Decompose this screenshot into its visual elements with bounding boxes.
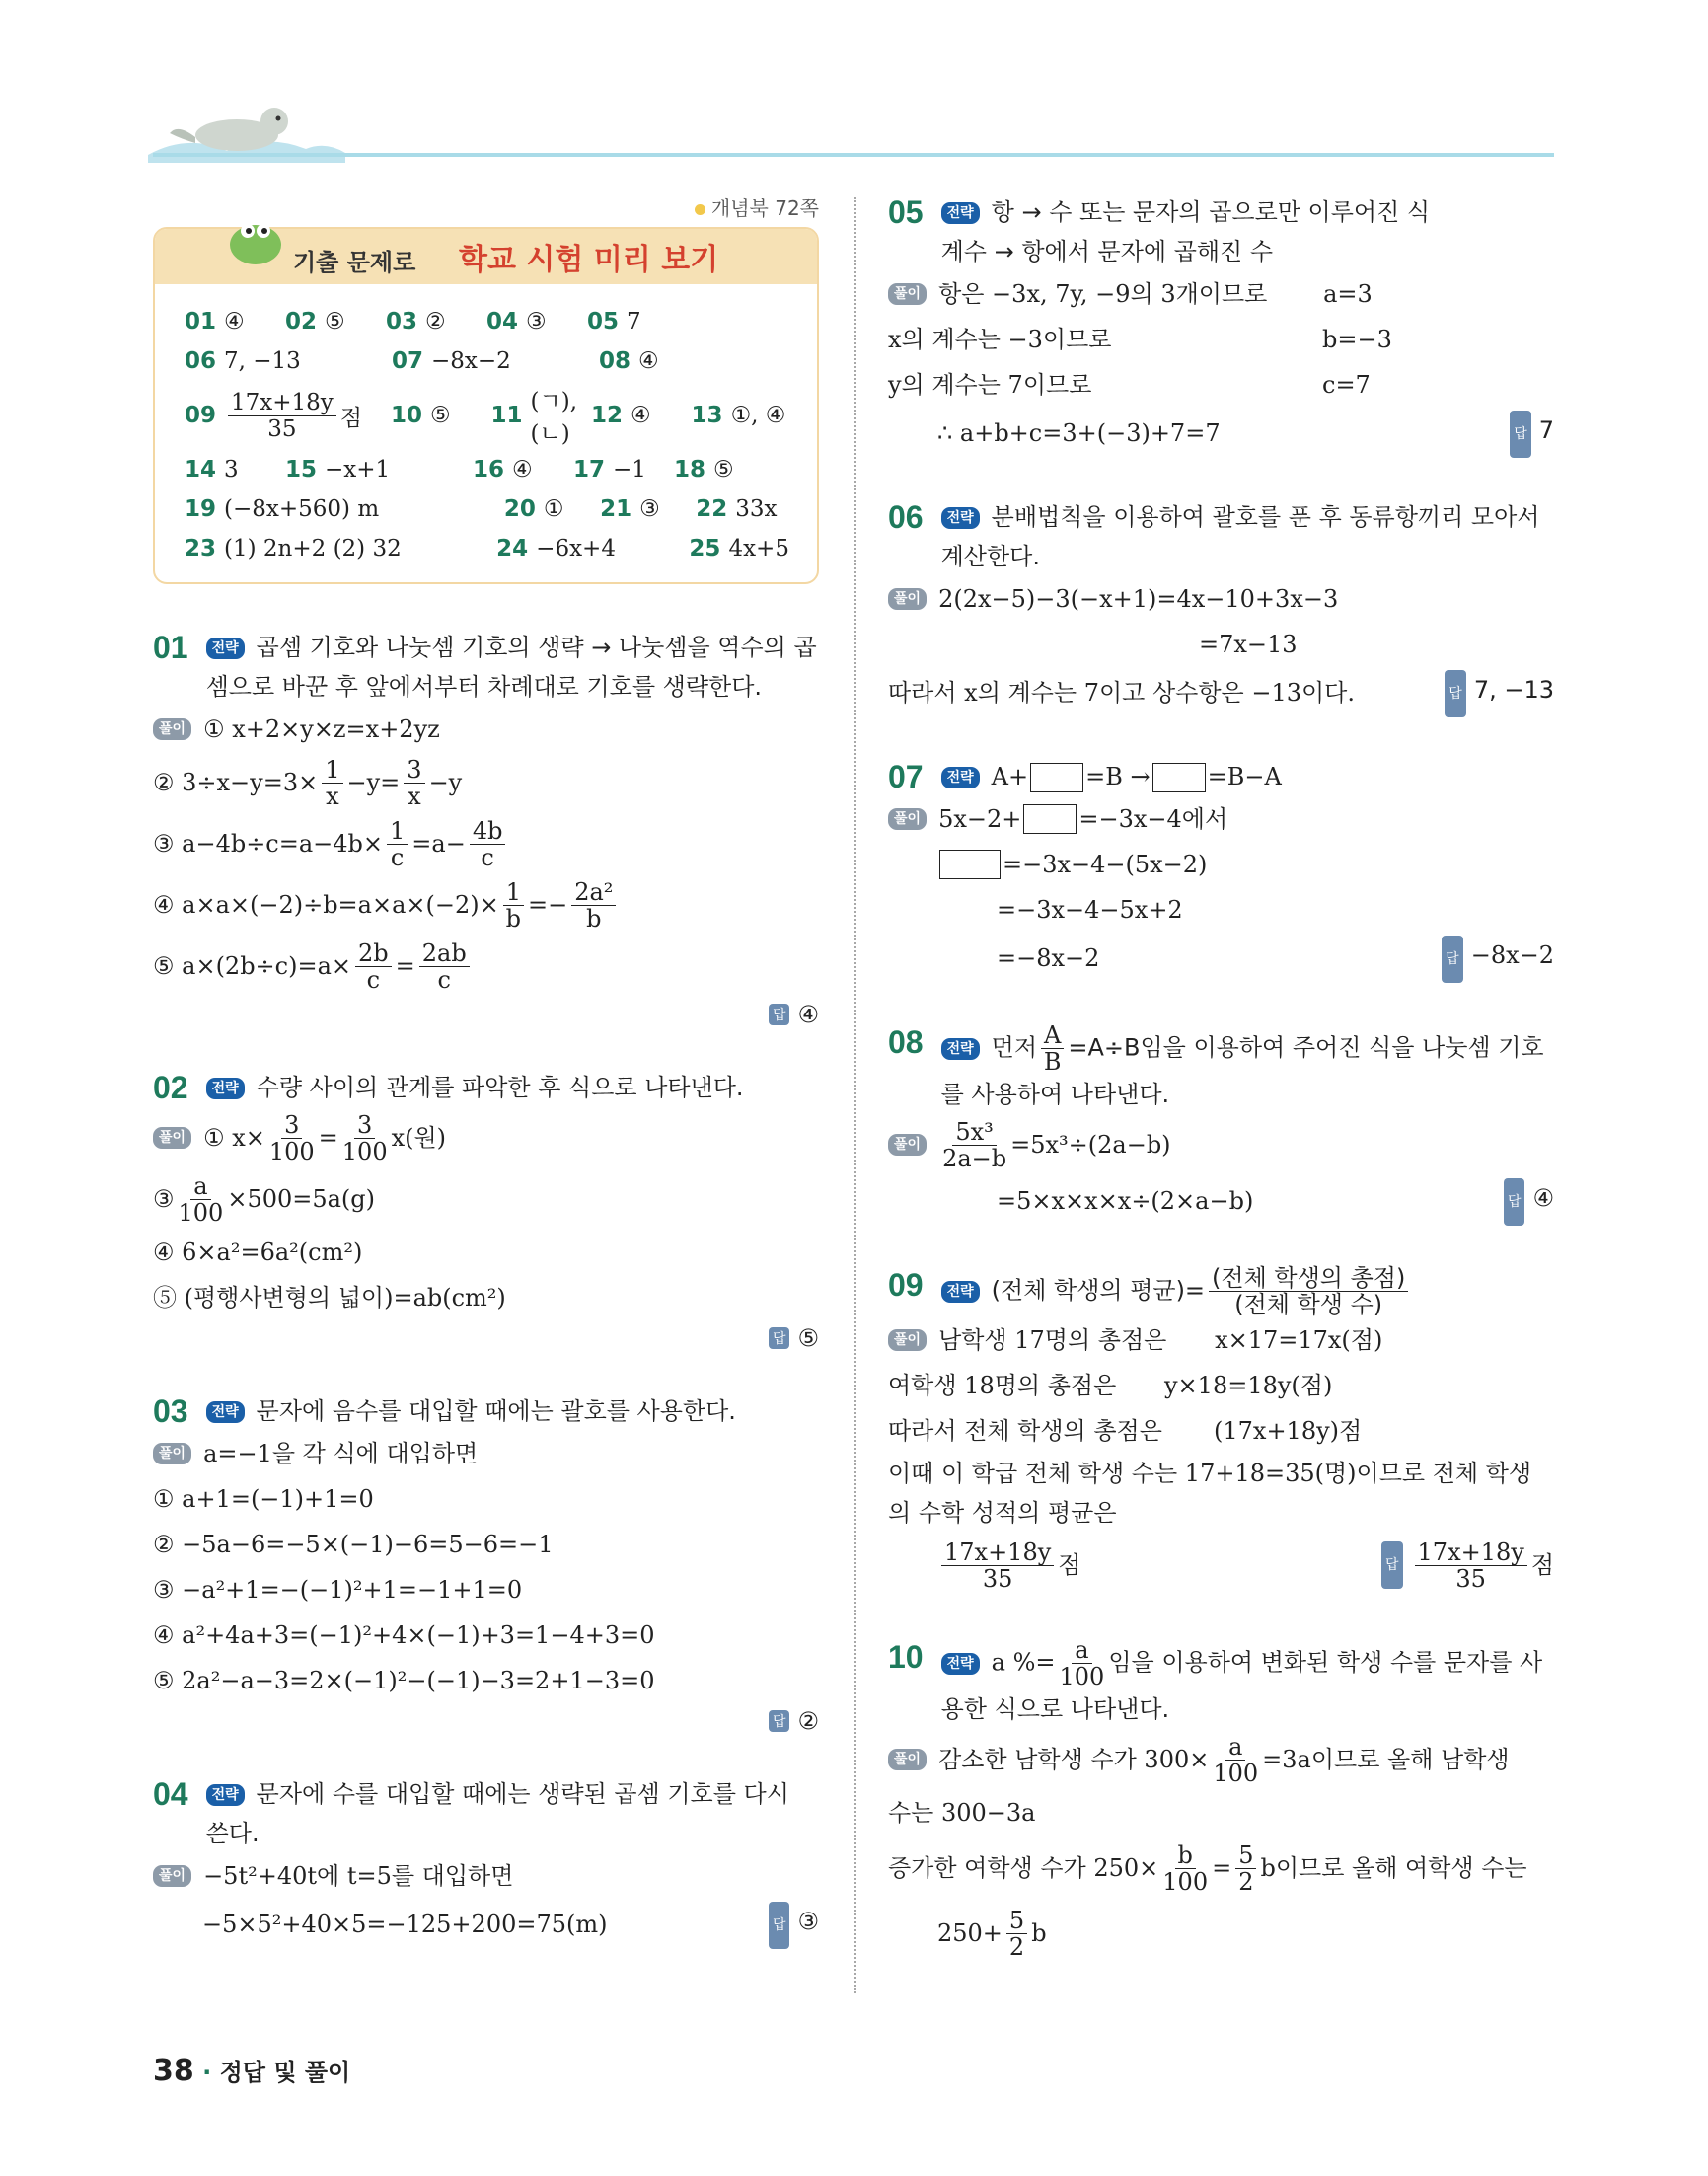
- blank-box: [939, 850, 1001, 879]
- answer-cell: 04 ③: [486, 309, 547, 335]
- answer-badge: 답: [769, 1710, 790, 1732]
- right-column: [888, 192, 1554, 2005]
- fraction: $\frac{5}{2}$: [1235, 1842, 1256, 1895]
- problem-09: 09 전략 (전체 학생의 평균)= $\frac{\text{(전체 학생의 총점)}}{\text{(전체 학생 수)}}$ 풀이 남학생 17명의 총점은 x×17=17x(점) 여학생 18명의 총점은 y×18=18y(점) 따라서 전체 학생의 총점은 (17x+18y)점 이때 이 학급 전체 학생 수는 17+18=35(명)이므로 전체 학생의 수학 성적의 평균은 $\frac{17x+18y}{35}$ 점 답 $\frac{17x+18y}{35}$ 점: [888, 1264, 1554, 1593]
- fraction: $\frac{a}{100}$: [1059, 1636, 1105, 1690]
- answer-value: ②: [797, 1707, 819, 1735]
- answer-line: [153, 1324, 819, 1352]
- fraction: $\frac{a}{100}$: [178, 1171, 224, 1227]
- answer-cell: 22 33x: [696, 496, 778, 522]
- strategy-badge: 전략: [206, 1784, 245, 1806]
- answer-badge: 답: [1381, 1541, 1403, 1589]
- solution-badge: 풀이: [153, 1443, 191, 1464]
- strategy-badge: 전략: [941, 1653, 980, 1675]
- answer-line: [153, 1001, 819, 1028]
- answer-value: ④: [1532, 1184, 1554, 1212]
- answer-cell: 24 −6x+4: [496, 536, 616, 562]
- solution-badge: 풀이: [153, 1865, 191, 1887]
- solution-line: ① a+1=(−1)+1=0: [153, 1485, 374, 1513]
- solution-line: =5×x×x×x÷(2×a−b): [997, 1186, 1254, 1215]
- answer-cell: 02 ⑤: [285, 309, 345, 335]
- solution-line: ④ 6×a²=6a²(cm²): [153, 1238, 363, 1266]
- answer-value: 7: [1538, 416, 1554, 444]
- answer-cell: 07 −8x−2: [392, 348, 511, 374]
- answer-cell: 01 ④: [185, 309, 245, 335]
- fraction: $\frac{1}{b}$: [503, 879, 524, 932]
- strategy-badge: 전략: [206, 638, 245, 659]
- problem-07: 07 전략 A+ =B → =B−A 풀이 5x−2+ =−3x−4에서 =−3x−4−(5x−2) =−3x−4−5x+2 =−8x−2 답 −8x−2: [888, 757, 1554, 983]
- answer-box-header: [155, 229, 817, 284]
- fraction: $\frac{3}{100}$: [341, 1110, 388, 1165]
- problem-number: 05: [888, 194, 924, 230]
- quick-answer-box: [153, 227, 819, 584]
- problem-number: 09: [888, 1267, 924, 1303]
- solution-line: ④ a²+4a+3=(−1)²+4×(−1)+3=1−4+3=0: [153, 1621, 655, 1649]
- solution-line: ① x+2×y×z=x+2yz: [203, 715, 440, 743]
- page-footer: [153, 2053, 350, 2088]
- solution-line: ③ −a²+1=−(−1)²+1=−1+1=0: [153, 1576, 523, 1604]
- answer-cell: 23 (1) 2n+2 (2) 32: [185, 536, 402, 562]
- answer-line: [153, 1707, 819, 1735]
- answer-cell: 11 (ㄱ), (ㄴ): [490, 389, 578, 447]
- answer-badge: 답: [1504, 1178, 1525, 1226]
- solution-badge: 풀이: [888, 1329, 927, 1351]
- strategy-text: 분배법칙을 이용하여 괄호를 푼 후 동류항끼리 모아서 계산한다.: [940, 503, 1540, 570]
- fraction: $\frac{17x+18y}{35}$: [941, 1539, 1054, 1592]
- footer-label: 정답 및 풀이: [219, 2059, 351, 2086]
- strategy-badge: 전략: [206, 1401, 245, 1423]
- left-column: [153, 192, 819, 1988]
- fraction: $\frac{1}{x}$: [322, 757, 342, 809]
- solution-line: =−3x−4−5x+2: [997, 896, 1183, 924]
- strategy-badge: 전략: [941, 507, 980, 529]
- answer-row: [185, 341, 799, 381]
- solution-badge: 풀이: [888, 283, 927, 305]
- solution-line: −5×5²+40×5=−125+200=75(m): [202, 1910, 608, 1938]
- answer-value: ③: [797, 1908, 819, 1935]
- solution-line: ② −5a−6=−5×(−1)−6=5−6=−1: [153, 1531, 554, 1558]
- answer-cell: 12 ④: [591, 403, 651, 428]
- answer-cell: 06 7, −13: [185, 348, 301, 374]
- answer-row: [185, 489, 799, 529]
- answer-cell: 20 ①: [503, 496, 564, 522]
- strategy-text: =A÷B임을 이용하여 주어진 식을 나눗셈 기호를 사용하여 나타낸다.: [940, 1033, 1544, 1108]
- answer-row: [185, 529, 799, 568]
- strategy-text: 수량 사이의 관계를 파악한 후 식으로 나타낸다.: [256, 1074, 744, 1101]
- problem-number: 10: [888, 1639, 924, 1675]
- fraction: $\frac{2ab}{c}$: [419, 940, 470, 993]
- problem-number: 08: [888, 1024, 924, 1060]
- fraction: $\frac{\text{5x³}}{2a-b}$: [942, 1117, 1007, 1172]
- solution-badge: 풀이: [888, 588, 927, 610]
- fraction: $\frac{a}{100}$: [1213, 1732, 1259, 1787]
- column-divider: [854, 197, 856, 1993]
- problem-01: 01 전략 곱셈 기호와 나눗셈 기호의 생략 → 나눗셈을 역수의 곱셈으로 바꾼 후 앞에서부터 차례대로 기호를 생략한다. 풀이 ① x+2×y×z=x+2yz ② 3÷x−y=3× $\frac{1}{x}$ −y= $\frac{3}{x}$ −y ③ a−4b÷c=a−4b× $\frac{1}{c}$ =a− $\frac{4b}{c}$ ④ a×a×(−2)÷b=a×a×(−2)× $\frac{1}{b}$ =− $\frac{\text{2a²}}{b}$ ⑤ a×(2b÷c)=a× $\frac{2b}{c}$ = $\frac{2ab}{c}$ 답 ④: [153, 630, 819, 1028]
- answer-value: 7, −13: [1473, 676, 1554, 704]
- solution-line: 수는 300−3a: [888, 1799, 1036, 1827]
- answer-cell: 03 ②: [386, 309, 446, 335]
- fraction: $\frac{3}{100}$: [268, 1110, 315, 1165]
- answer-badge: 답: [769, 1327, 790, 1349]
- answer-value: ⑤: [797, 1324, 819, 1352]
- answer-value: $\frac{17x+18y}{35}$: [1415, 1539, 1527, 1592]
- fraction: $\frac{\text{(전체 학생의 총점)}}{\text{(전체 학생 수)}}$: [1209, 1265, 1408, 1317]
- solution-badge: 풀이: [888, 1749, 927, 1770]
- strategy-text: 계수 → 항에서 문자에 곱해진 수: [940, 238, 1274, 265]
- fraction: $\frac{\text{2a²}}{b}$: [571, 879, 616, 932]
- header-rule: [153, 153, 1554, 157]
- solution-line: 2(2x−5)−3(−x+1)=4x−10+3x−3: [938, 585, 1339, 613]
- answer-badge: 답: [1510, 411, 1531, 458]
- answer-cell: 25 4x+5: [689, 536, 789, 562]
- answer-value: ④: [797, 1001, 819, 1028]
- strategy-badge: 전략: [941, 202, 980, 224]
- answer-row: [185, 450, 799, 489]
- problem-number: 01: [153, 630, 188, 665]
- strategy-text: 문자에 음수를 대입할 때에는 괄호를 사용한다.: [256, 1397, 736, 1425]
- solution-line: 따라서 x의 계수는 7이고 상수항은 −13이다.: [888, 678, 1355, 707]
- problem-number: 06: [888, 499, 924, 535]
- solution-badge: 풀이: [888, 1134, 927, 1156]
- answer-cell: 10 ⑤: [391, 403, 451, 428]
- fraction: $\frac{A}{B}$: [1041, 1022, 1064, 1075]
- answer-cell: 17 −1: [573, 457, 646, 483]
- crocodile-mascot-icon: [218, 211, 287, 270]
- answer-cell: 21 ③: [600, 496, 660, 522]
- problem-08: 08 전략 먼저 $\frac{A}{B}$ =A÷B임을 이용하여 주어진 식을 나눗셈 기호를 사용하여 나타낸다. 풀이 $\frac{\text{5x³}}{2a-b}$ =5x³÷(2a−b) =5×x×x×x÷(2×a−b) 답 ④: [888, 1022, 1554, 1226]
- strategy-badge: 전략: [941, 1281, 980, 1303]
- bullet-dot-icon: [695, 204, 705, 215]
- answer-row: [185, 302, 799, 341]
- strategy-text: 항 → 수 또는 문자의 곱으로만 이루어진 식: [991, 198, 1431, 226]
- answer-badge: 답: [1445, 670, 1466, 717]
- fraction: $\frac{1}{c}$: [387, 818, 408, 870]
- answer-value: −8x−2: [1470, 941, 1554, 969]
- solution-badge: 풀이: [153, 718, 191, 740]
- answer-cell: 05 7: [587, 309, 641, 335]
- answer-cell: 13 ①, ④: [691, 403, 786, 428]
- problem-06: [888, 497, 1554, 717]
- fraction: $\frac{4b}{c}$: [470, 818, 506, 870]
- problem-number: 03: [153, 1393, 188, 1429]
- problem-04: 04 전략 문자에 수를 대입할 때에는 생략된 곱셈 기호를 다시 쓴다. 풀이 −5t²+40t에 t=5를 대입하면 −5×5²+40×5=−125+200=75(m) 답 ③: [153, 1774, 819, 1949]
- fraction: $\frac{b}{100}$: [1162, 1840, 1209, 1896]
- solution-line: ⑤ 2a²−a−3=2×(−1)²−(−1)−3=2+1−3=0: [153, 1667, 655, 1694]
- blank-box: [1152, 763, 1206, 792]
- strategy-text: 곱셈 기호와 나눗셈 기호의 생략 → 나눗셈을 역수의 곱셈으로 바꾼 후 앞에서부터 차례대로 기호를 생략한다.: [205, 634, 817, 701]
- answer-cell: 19 (−8x+560) m: [185, 496, 380, 522]
- fraction: $\frac{5}{2}$: [1006, 1908, 1027, 1960]
- answer-badge: 답: [769, 1902, 790, 1949]
- strategy-text: 임을 이용하여 변화된 학생 수를 문자를 사용한 식으로 나타낸다.: [940, 1648, 1543, 1723]
- fraction: $\frac{3}{x}$: [404, 757, 424, 809]
- answer-row: [185, 381, 799, 450]
- problem-03: 03 전략 문자에 음수를 대입할 때에는 괄호를 사용한다. 풀이 a=−1을 각 식에 대입하면 ① a+1=(−1)+1=0 ② −5a−6=−5×(−1)−6=5−6=−1 ③ −a²+1=−(−1)²+1=−1+1=0 ④ a²+4a+3=(−1)²+4×(−1)+3=1−4+3=0 ⑤ 2a²−a−3=2×(−1)²−(−1)−3=2+1−3=0 답 ②: [153, 1393, 819, 1735]
- blank-box: [1023, 804, 1077, 834]
- footer-separator: ·: [202, 2059, 212, 2086]
- solution-line: ∴ a+b+c=3+(−3)+7=7: [937, 418, 1221, 447]
- answer-cell: 16 ④: [473, 457, 533, 483]
- concept-reference: 개념북 72쪽: [153, 192, 819, 221]
- strategy-text: 문자에 수를 대입할 때에는 생략된 곱셈 기호를 다시 쓴다.: [205, 1780, 789, 1847]
- solution-line: 이때 이 학급 전체 학생 수는 17+18=35(명)이므로 전체 학생의 수학 성적의 평균은: [888, 1460, 1532, 1527]
- answer-badge: 답: [1442, 936, 1463, 983]
- solution-line: =−8x−2: [997, 943, 1100, 972]
- answer-grid: [155, 284, 817, 568]
- problem-number: 02: [153, 1070, 188, 1105]
- page-number: 38: [153, 2054, 194, 2088]
- answer-cell: 08 ④: [599, 348, 659, 374]
- problem-02: 02 전략 수량 사이의 관계를 파악한 후 식으로 나타낸다. 풀이 ① x× $\frac{3}{100}$ = $\frac{3}{100}$ x(원) ③ $\frac{a}{100}$ ×500=5a(g) ④ 6×a²=6a²(cm²) ⑤ (평행사변형의 넓이)=ab(cm²) 답 ⑤: [153, 1070, 819, 1352]
- problem-05: 05 전략 항 → 수 또는 문자의 곱으로만 이루어진 식 계수 → 항에서 문자에 곱해진 수 풀이 항은 −3x, 7y, −9의 3개이므로 a=3 x의 계수는 −3이므로 b=−3 y의 계수는 7이므로 c=7 ∴ a+b+c=3+(−3)+7=7 답 7: [888, 192, 1554, 458]
- fraction: $\frac{2b}{c}$: [355, 940, 392, 993]
- answer-cell: 09 $\frac{17x+18y}{35}$ 점: [185, 389, 363, 442]
- strategy-badge: 전략: [941, 1038, 980, 1060]
- solution-line: ⑤ (평행사변형의 넓이)=ab(cm²): [153, 1284, 506, 1312]
- answer-box-title: 학교 시험 미리 보기: [459, 243, 719, 277]
- answer-cell: 14 3: [185, 457, 239, 483]
- answer-box-title-prefix: 기출 문제로: [293, 249, 416, 276]
- solution-badge: 풀이: [153, 1127, 191, 1149]
- solution-badge: 풀이: [888, 808, 927, 830]
- strategy-badge: 전략: [941, 767, 980, 788]
- fraction: $\frac{17x+18y}{35}$: [228, 390, 336, 442]
- answer-cell: 15 −x+1: [285, 457, 391, 483]
- problem-10: 10 전략 a %= $\frac{a}{100}$ 임을 이용하여 변화된 학생 수를 문자를 사용한 식으로 나타낸다. 풀이 감소한 남학생 수가 300× $\frac{a}{100}$ =3a이므로 올해 남학생 수는 300−3a 증가한 여학생 수가 250× $\frac{b}{100}$ = $\frac{5}{2}$ b이므로 올해 여학생 수는 250+ $\frac{5}{2}$ b: [888, 1636, 1543, 1961]
- solution-line: =7x−13: [1199, 631, 1298, 658]
- problem-number: 04: [153, 1776, 188, 1812]
- answer-badge: 답: [769, 1004, 790, 1025]
- blank-box: [1030, 763, 1083, 792]
- problem-number: 07: [888, 759, 924, 794]
- answer-cell: 18 ⑤: [674, 457, 734, 483]
- strategy-badge: 전략: [206, 1078, 245, 1099]
